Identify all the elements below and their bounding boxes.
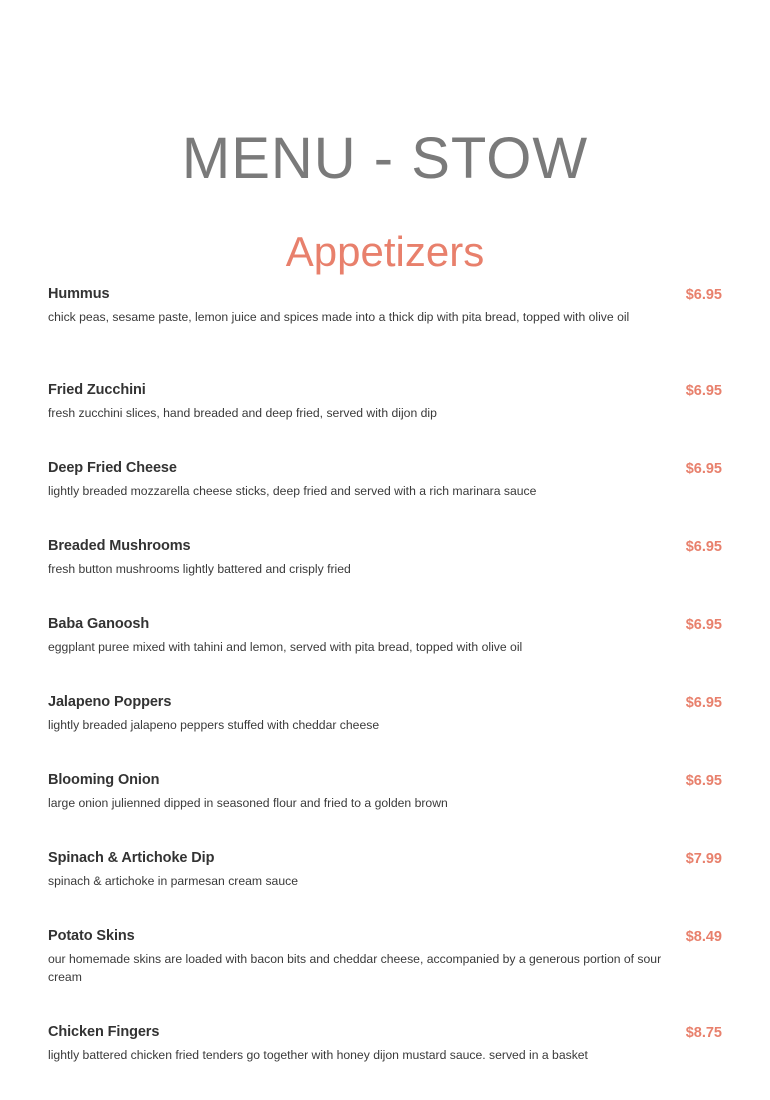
item-price: $6.95	[685, 695, 722, 711]
item-description: fresh button mushrooms lightly battered and crisply fried	[48, 562, 351, 576]
menu-item	[48, 926, 722, 1022]
menu-item	[48, 536, 722, 614]
item-price: $7.99	[685, 851, 722, 867]
item-price: $6.95	[685, 461, 722, 477]
item-description: lightly breaded mozzarella cheese sticks, deep fried and served with a rich marinara sauce	[48, 484, 537, 498]
item-name: Jalapeno Poppers	[48, 694, 172, 710]
item-price: $8.49	[685, 929, 722, 945]
menu-item	[48, 614, 722, 692]
item-description: chick peas, sesame paste, lemon juice and spices made into a thick dip with pita bread, topped with olive oil	[48, 310, 630, 324]
menu-item	[48, 284, 722, 380]
item-name: Breaded Mushrooms	[48, 538, 191, 554]
item-name: Deep Fried Cheese	[48, 460, 177, 476]
menu-list	[48, 284, 722, 1100]
item-price: $6.95	[685, 287, 722, 303]
item-name: Fried Zucchini	[48, 382, 146, 398]
item-description: lightly battered chicken fried tenders go together with honey dijon mustard sauce. served in a basket	[48, 1048, 588, 1062]
item-description: large onion julienned dipped in seasoned flour and fried to a golden brown	[48, 796, 448, 810]
menu-item	[48, 380, 722, 458]
item-description: our homemade skins are loaded with bacon bits and cheddar cheese, accompanied by a generous portion of sour cream	[48, 952, 662, 984]
menu-item	[48, 1022, 722, 1100]
menu-item	[48, 458, 722, 536]
item-name: Spinach & Artichoke Dip	[48, 850, 215, 866]
item-description: eggplant puree mixed with tahini and lemon, served with pita bread, topped with olive oil	[48, 640, 523, 654]
item-price: $8.75	[685, 1025, 722, 1041]
item-name: Chicken Fingers	[48, 1024, 160, 1040]
menu-item	[48, 848, 722, 926]
item-description: lightly breaded jalapeno peppers stuffed with cheddar cheese	[48, 718, 380, 732]
item-price: $6.95	[685, 539, 722, 555]
item-name: Hummus	[48, 286, 110, 302]
item-price: $6.95	[685, 773, 722, 789]
menu-item	[48, 770, 722, 848]
item-name: Potato Skins	[48, 928, 135, 944]
item-price: $6.95	[685, 617, 722, 633]
page-title: MENU - STOW	[181, 125, 589, 191]
section-title-appetizers: Appetizers	[285, 227, 485, 275]
item-description: fresh zucchini slices, hand breaded and deep fried, served with dijon dip	[48, 406, 437, 420]
item-price: $6.95	[685, 383, 722, 399]
item-name: Blooming Onion	[48, 772, 160, 788]
menu-item	[48, 692, 722, 770]
item-name: Baba Ganoosh	[48, 616, 150, 632]
item-description: spinach & artichoke in parmesan cream sauce	[48, 874, 298, 888]
